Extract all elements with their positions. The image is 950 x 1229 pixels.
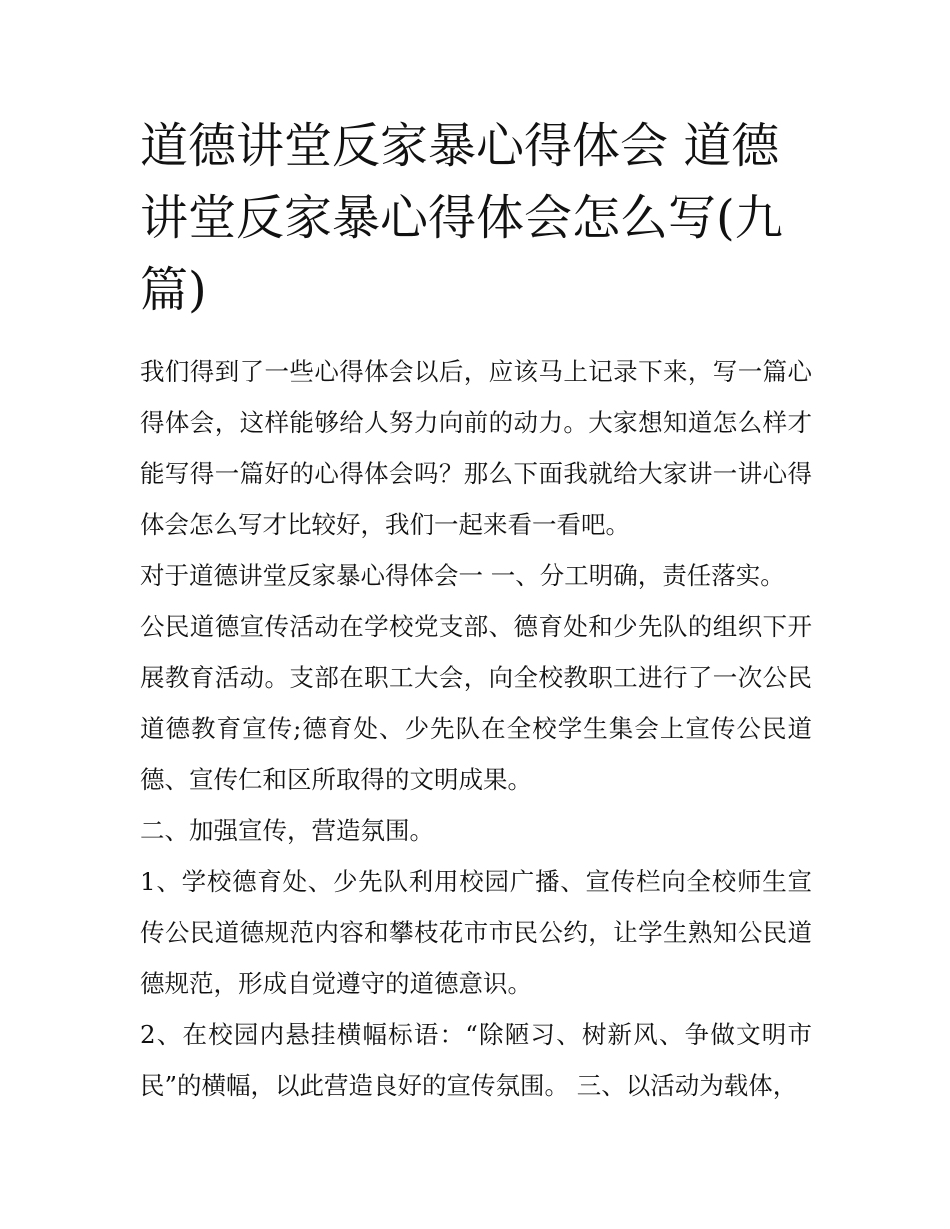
document-title: 道德讲堂反家暴心得体会 道德讲堂反家暴心得体会怎么写(九篇) xyxy=(140,118,783,318)
paragraph-organization: 公民道德宣传活动在学校党支部、德育处和少先队的组织下开展教育活动。支部在职工大会，向全校教职工进行了一次公民道德教育宣传;德育处、少先队在全校学生集会上宣传公民道德、宣传仁和区所取得的文明成果。 xyxy=(140,612,812,794)
paragraph-item-two: 2、在校园内悬挂横幅标语：“除陋习、树新风、争做文明市民”的横幅，以此营造良好的宣传氛围。 三、以活动为载体， xyxy=(140,1020,812,1100)
paragraph-section-one-heading: 对于道德讲堂反家暴心得体会一 一、分工明确，责任落实。 xyxy=(140,561,785,590)
paragraph-item-one: 1、学校德育处、少先队利用校园广播、宣传栏向全校师生宣传公民道德规范内容和攀枝花市市民公约，让学生熟知公民道德规范，形成自觉遵守的道德意识。 xyxy=(140,867,812,998)
paragraph-section-two-heading: 二、加强宣传，营造氛围。 xyxy=(140,816,434,845)
paragraph-intro: 我们得到了一些心得体会以后，应该马上记录下来，写一篇心得体会，这样能够给人努力向前的动力。大家想知道怎么样才能写得一篇好的心得体会吗？那么下面我就给大家讲一讲心得体会怎么写才比较好，我们一起来看一看吧。 xyxy=(140,357,812,539)
document-content xyxy=(140,110,812,1111)
document-body xyxy=(140,346,812,1111)
